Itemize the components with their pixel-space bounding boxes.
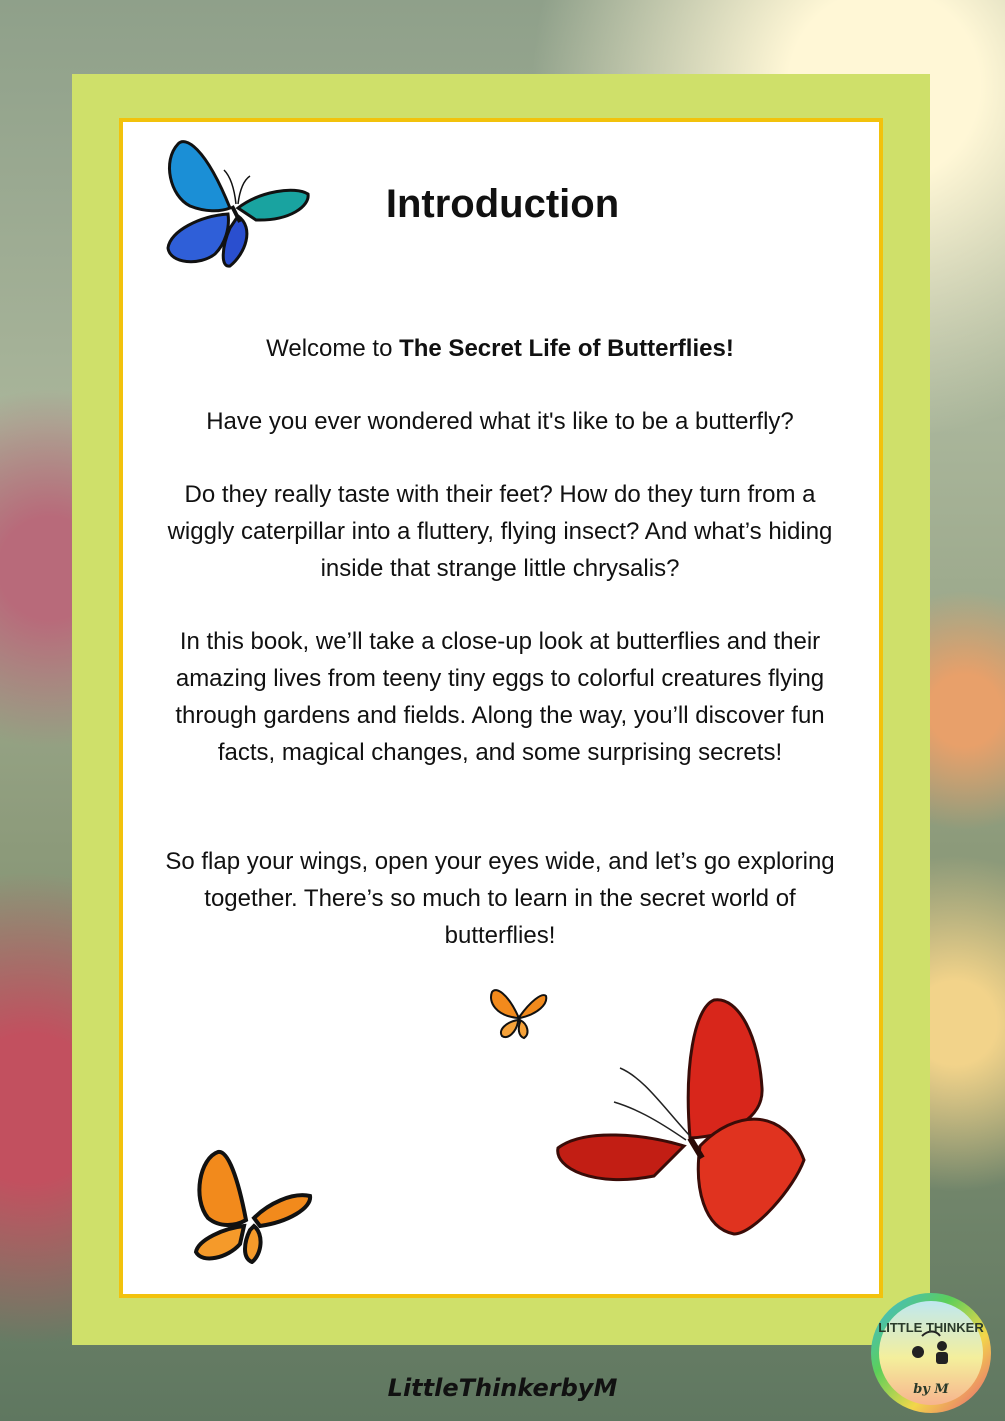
badge-bottom-text: by M [913,1382,949,1397]
orange-butterfly-icon [488,986,550,1040]
red-butterfly-icon [554,998,808,1238]
closing-paragraph: So flap your wings, open your eyes wide, and let’s go exploring together. There’s so much to learn in the secret world of butterflies! [165,848,835,949]
welcome-prefix: Welcome to [266,335,400,362]
question-paragraph: Have you ever wondered what it's like to be a butterfly? [206,408,794,435]
welcome-line [150,330,850,367]
logo-badge-icon [868,1290,994,1416]
book-paragraph: In this book, we’ll take a close-up look at butterflies and their amazing lives from teeny tiny eggs to colorful creatures flying through gardens and fields. Along the way, you’ll discover fun facts, magical changes, and some surprising secrets! [175,628,825,766]
badge-top-text: LITTLE THINKER [878,1320,984,1335]
orange-butterfly-icon [188,1148,314,1264]
footer-brand: LittleThinkerbyM [387,1374,618,1402]
page-title: Introduction [385,182,620,226]
feet-paragraph: Do they really taste with their feet? How do they turn from a wiggly caterpillar into a fluttery, flying insect? And what’s hiding inside that strange little chrysalis? [167,481,833,582]
book-title: The Secret Life of Butterflies! [399,335,734,362]
logo-badge-graphic [868,1290,994,1416]
